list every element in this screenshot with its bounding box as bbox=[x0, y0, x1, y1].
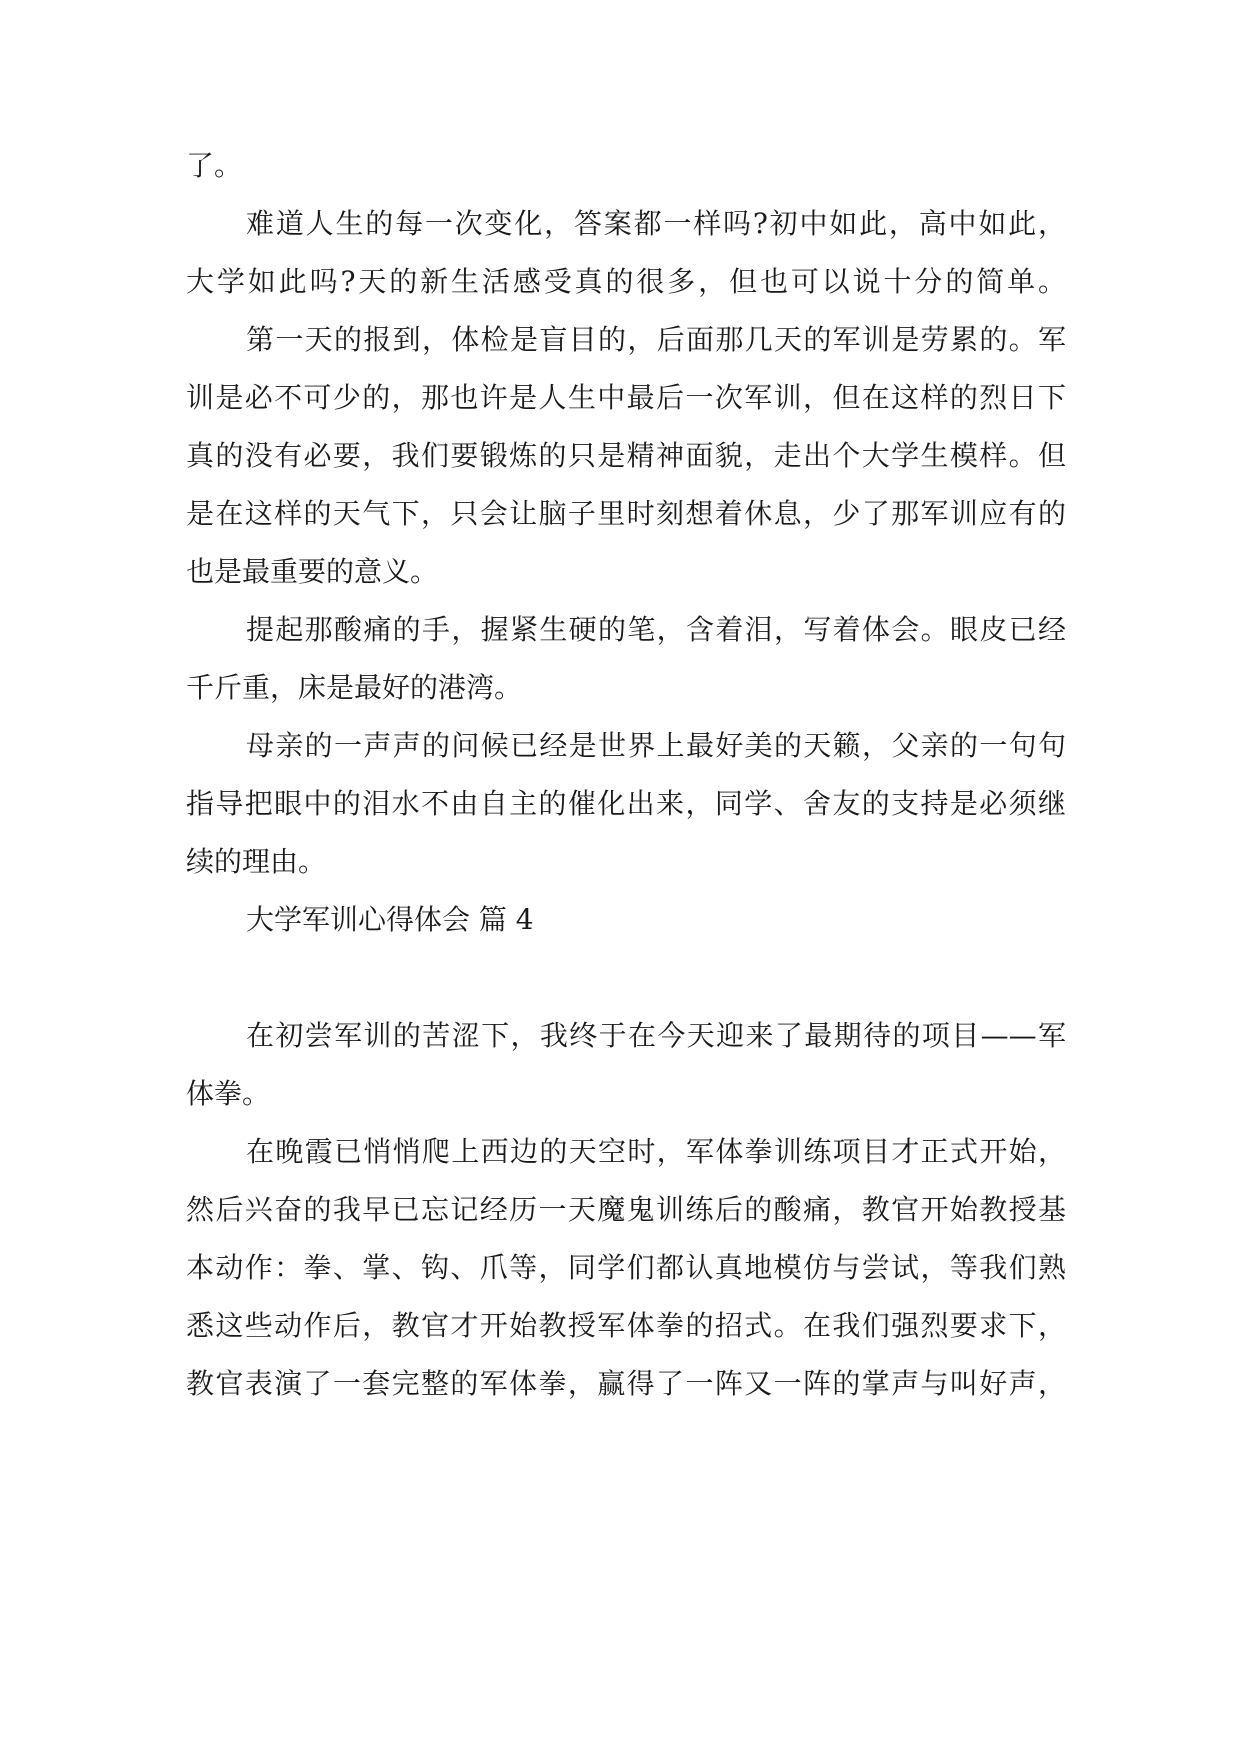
text-line: 难道人生的每一次变化，答案都一样吗?初中如此，高中如此， bbox=[246, 207, 1066, 240]
text-line: 然后兴奋的我早已忘记经历一天魔鬼训练后的酸痛，教官开始教授基 bbox=[186, 1193, 1066, 1226]
text-line: 在晚霞已悄悄爬上西边的天空时，军体拳训练项目才正式开始， bbox=[246, 1135, 1066, 1168]
text-line: 教官表演了一套完整的军体拳，赢得了一阵又一阵的掌声与叫好声， bbox=[186, 1367, 1066, 1400]
text-line: 第一天的报到，体检是盲目的，后面那几天的军训是劳累的。军 bbox=[246, 323, 1066, 356]
section-heading: 大学军训心得体会 篇 4 bbox=[246, 903, 534, 936]
text-line: 是在这样的天气下，只会让脑子里时刻想着休息，少了那军训应有的 bbox=[186, 497, 1066, 530]
text-line: 了。 bbox=[186, 149, 243, 182]
text-line: 悉这些动作后，教官才开始教授军体拳的招式。在我们强烈要求下， bbox=[186, 1309, 1066, 1342]
text-line: 提起那酸痛的手，握紧生硬的笔，含着泪，写着体会。眼皮已经 bbox=[246, 613, 1066, 646]
text-line: 续的理由。 bbox=[186, 845, 327, 878]
text-line: 大学如此吗?天的新生活感受真的很多，但也可以说十分的简单。 bbox=[186, 265, 1066, 298]
text-line: 也是最重要的意义。 bbox=[186, 555, 439, 588]
text-line: 本动作：拳、掌、钩、爪等，同学们都认真地模仿与尝试，等我们熟 bbox=[186, 1251, 1066, 1284]
text-line: 在初尝军训的苦涩下，我终于在今天迎来了最期待的项目——军 bbox=[246, 1019, 1066, 1052]
text-line: 体拳。 bbox=[186, 1077, 271, 1110]
text-line: 指导把眼中的泪水不由自主的催化出来，同学、舍友的支持是必须继 bbox=[186, 787, 1066, 820]
text-line: 千斤重，床是最好的港湾。 bbox=[186, 671, 523, 704]
text-line: 训是必不可少的，那也许是人生中最后一次军训，但在这样的烈日下 bbox=[186, 381, 1066, 414]
text-line: 真的没有必要，我们要锻炼的只是精神面貌，走出个大学生模样。但 bbox=[186, 439, 1066, 472]
text-line: 母亲的一声声的问候已经是世界上最好美的天籁，父亲的一句句 bbox=[246, 729, 1066, 762]
